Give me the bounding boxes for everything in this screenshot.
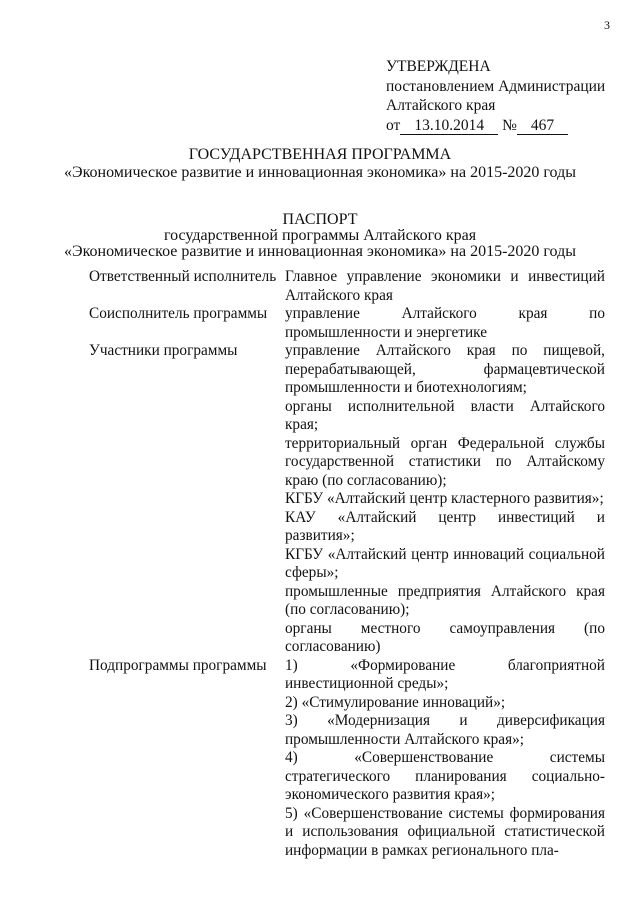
approval-number-prefix: № <box>502 116 517 134</box>
value-line: КАУ «Алтайский центр инвестиций и развития»; <box>285 508 605 544</box>
row-value <box>285 342 605 657</box>
value-line: 4) «Совершенствование системы стратегического планирования социально-экономического развития края»; <box>285 749 605 803</box>
approval-date-prefix: от <box>386 116 401 134</box>
row-label: Ответственный исполнитель <box>89 268 277 285</box>
value-line: управление Алтайского края по пищевой, перерабатывающей, фармацевтической промышленности и биотехнологиям; <box>285 342 605 396</box>
page-number: 3 <box>604 18 610 32</box>
passport-subtitle-2: «Экономическое развитие и инновационная экономика» на 2015-2020 годы <box>64 243 576 260</box>
value-line: Главное управление экономики и инвестиций Алтайского края <box>285 268 605 304</box>
value-line: 3) «Модернизация и диверсификация промышленности Алтайского края»; <box>285 712 605 748</box>
program-subtitle: «Экономическое развитие и инновационная экономика» на 2015-2020 годы <box>64 164 576 181</box>
row-label: Подпрограммы программы <box>89 656 267 674</box>
approval-stamp <box>386 57 605 135</box>
value-line: КГБУ «Алтайский центр кластерного развития»; <box>285 490 604 507</box>
row-value <box>285 305 605 342</box>
table-row <box>89 305 605 342</box>
table-row <box>89 268 605 305</box>
table-row <box>89 342 605 657</box>
value-line: 1) «Формирование благоприятной инвестиционной среды»; <box>285 656 605 692</box>
table-row <box>89 657 605 861</box>
value-line: управление Алтайского края по промышленности и энергетике <box>285 305 605 341</box>
value-line: 2) «Стимулирование инноваций»; <box>285 693 506 711</box>
program-title-block <box>0 146 640 182</box>
row-label: Участники программы <box>89 342 238 359</box>
value-line: органы исполнительной власти Алтайского края; <box>285 397 605 433</box>
approval-date-line <box>386 116 605 136</box>
approval-date: 13.10.2014 <box>400 118 498 135</box>
passport-subtitle-1: государственной программы Алтайского края <box>163 227 477 244</box>
approval-heading: УТВЕРЖДЕНА <box>386 58 491 75</box>
passport-table <box>89 268 605 860</box>
approval-line-1: постановлением Администрации <box>386 77 606 95</box>
row-label: Соисполнитель программы <box>89 305 268 322</box>
value-line: КГБУ «Алтайский центр инноваций социальной сферы»; <box>285 545 605 581</box>
value-line: территориальный орган Федеральной службы государственной статистики по Алтайскому краю (по согласованию); <box>285 434 605 489</box>
value-line: органы местного самоуправления (по согласованию) <box>285 619 605 655</box>
passport-title: ПАСПОРТ <box>282 211 358 228</box>
value-line: 5) «Совершенствование системы формирования и использования официальной статистической информации в рамках регионального пла- <box>285 804 605 859</box>
value-line: промышленные предприятия Алтайского края (по согласованию); <box>285 582 605 618</box>
passport-title-block <box>0 212 640 260</box>
program-title: ГОСУДАРСТВЕННАЯ ПРОГРАММА <box>188 146 452 163</box>
approval-line-2: Алтайского края <box>386 97 496 114</box>
row-value <box>285 268 605 305</box>
approval-number: 467 <box>517 118 568 135</box>
row-value <box>285 657 605 861</box>
